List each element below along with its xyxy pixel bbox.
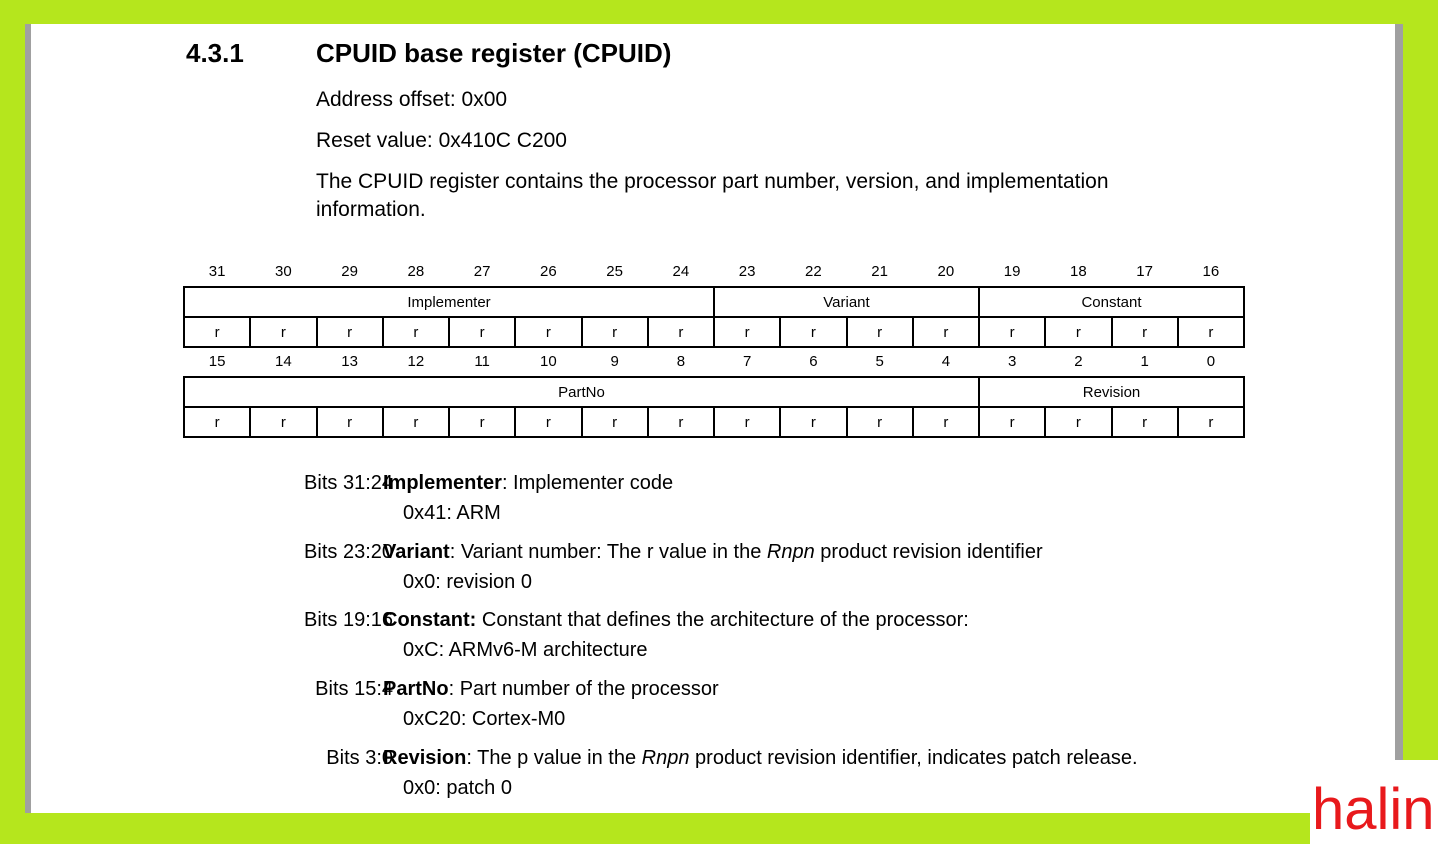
access-cell: r [1112,407,1178,437]
access-cell: r [1178,407,1244,437]
access-cell: r [383,407,449,437]
field-constant: Constant [979,287,1244,317]
field-text: : Part number of the processor [448,678,719,700]
bit-number: 31 [208,263,226,280]
bit-number: 13 [341,353,358,370]
access-cell: r [317,317,383,347]
right-scrollbar[interactable] [1395,24,1403,813]
field-implementer: Implementer [184,287,714,317]
access-cell: r [1178,317,1244,347]
document-page [25,24,1401,813]
bit-field-description [383,678,719,701]
watermark-logo: halin [1310,760,1438,844]
bit-field-description [383,541,1043,564]
field-text: : The p value in the [466,747,642,769]
field-text-post: product revision identifier [814,541,1043,563]
access-cell: r [383,317,449,347]
access-cell: r [449,317,515,347]
access-cell: r [582,317,648,347]
field-italic-term: Rnpn [641,747,690,769]
bit-number: 25 [606,263,623,280]
access-cell: r [250,407,316,437]
access-cell: r [847,317,913,347]
field-text-post: product revision identifier, indicates patch release. [689,747,1138,769]
bit-number: 29 [341,263,358,280]
bit-number: 9 [610,353,619,370]
access-cell: r [449,407,515,437]
access-cell: r [913,317,979,347]
bit-range: Bits 15:4 [315,678,393,700]
bit-number: 22 [805,263,822,280]
section-title: CPUID base register (CPUID) [316,38,672,68]
access-cell: r [184,407,250,437]
bit-number: 28 [407,263,425,280]
bit-number: 1 [1140,353,1149,370]
access-cell: r [317,407,383,437]
bit-number: 11 [474,353,490,370]
access-cell: r [515,407,581,437]
bit-field-description [383,472,673,495]
field-name: Revision [383,747,467,769]
bit-field-description [383,747,1138,770]
access-cell: r [847,407,913,437]
register-table-lower [183,347,1245,438]
access-cell: r [979,407,1045,437]
section-number: 4.3.1 [186,38,244,68]
access-cell: r [714,407,780,437]
bit-number: 0 [1206,353,1216,370]
access-cell: r [648,407,714,437]
field-name: PartNo [383,678,449,700]
field-italic-term: Rnpn [766,541,815,563]
field-value: 0x0: revision 0 [403,571,532,593]
access-cell: r [515,317,581,347]
description-line-1: The CPUID register contains the processor part number, version, and implementation [316,170,1109,193]
bit-range: Bits 23:20 [304,541,393,563]
address-offset: Address offset: 0x00 [316,88,508,111]
field-text: : Variant number: The r value in the [449,541,767,563]
field-revision: Revision [979,377,1244,407]
field-value: 0x41: ARM [403,502,501,524]
field-name: Variant [383,541,450,563]
bit-number: 14 [275,353,292,370]
bit-number: 4 [941,353,951,370]
register-table-upper [183,257,1245,348]
bit-number: 20 [937,263,955,280]
bit-number: 27 [473,263,491,280]
access-cell: r [1045,407,1111,437]
access-cell: r [1112,317,1178,347]
description-line-2: information. [316,198,426,221]
left-border [25,24,31,813]
field-value: 0xC20: Cortex-M0 [403,708,566,730]
bit-field-description [383,609,969,632]
field-value: 0xC: ARMv6-M architecture [403,639,648,661]
access-cell: r [1045,317,1111,347]
bit-number: 5 [875,353,884,370]
field-variant: Variant [714,287,979,317]
field-text: Constant that defines the architecture of the processor: [476,609,969,631]
bit-number: 2 [1074,353,1083,370]
bit-number: 21 [871,263,888,280]
bit-number: 26 [540,263,557,280]
bit-number: 17 [1136,263,1153,280]
bit-range: Bits 19:16 [304,609,393,631]
access-cell: r [979,317,1045,347]
bit-number: 18 [1070,263,1087,280]
bit-number: 15 [208,353,226,370]
access-cell: r [582,407,648,437]
field-text: : Implementer code [501,472,674,494]
bit-range: Bits 31:24 [304,472,393,494]
bit-number: 6 [809,353,818,370]
access-cell: r [250,317,316,347]
bit-number: 12 [407,353,425,370]
bit-number: 30 [275,263,292,280]
bit-number: 8 [676,353,686,370]
bit-number: 24 [672,263,690,280]
access-cell: r [913,407,979,437]
bit-number: 19 [1003,263,1021,280]
access-cell: r [714,317,780,347]
bit-number: 10 [540,353,557,370]
access-cell: r [184,317,250,347]
field-partno: PartNo [184,377,979,407]
access-cell: r [780,317,846,347]
bit-number: 16 [1202,263,1220,280]
bit-number: 7 [742,353,752,370]
field-name: Implementer [383,472,502,494]
bit-range: Bits 3:0 [326,747,393,769]
field-value: 0x0: patch 0 [403,777,512,799]
access-cell: r [780,407,846,437]
reset-value: Reset value: 0x410C C200 [316,129,567,152]
access-cell: r [648,317,714,347]
field-name: Constant: [383,609,477,631]
bit-number: 3 [1007,353,1017,370]
bit-number: 23 [738,263,756,280]
